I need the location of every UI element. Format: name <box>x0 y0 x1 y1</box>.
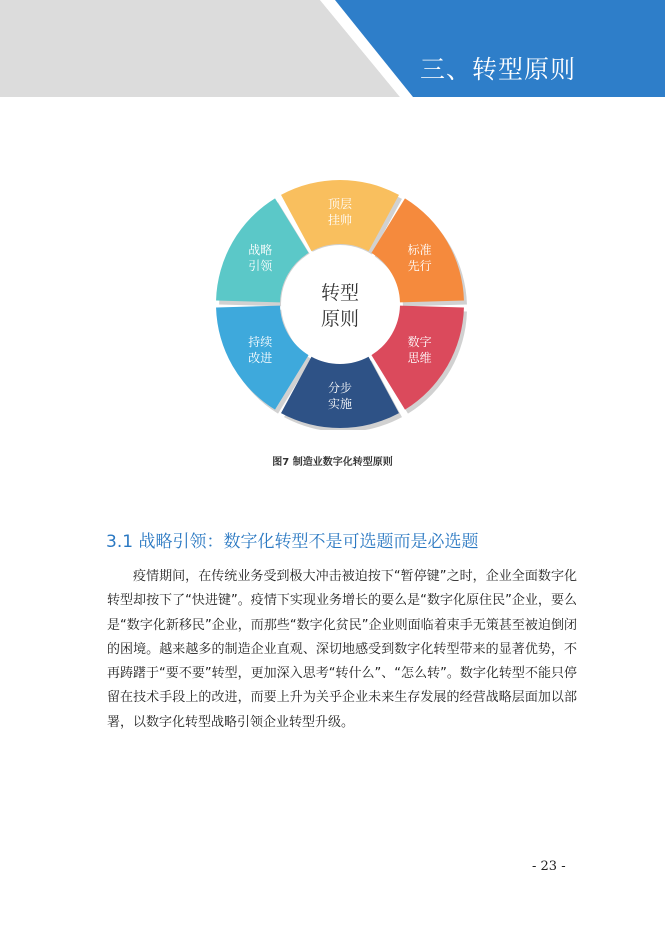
segment-label-line2: 实施 <box>327 397 352 411</box>
segment-label-line1: 标准 <box>407 243 432 257</box>
center-label-line1: 转型 <box>320 282 359 304</box>
page-header-band <box>0 0 665 100</box>
page-number: - 23 - <box>532 859 566 874</box>
segment-label-line2: 改进 <box>248 351 273 365</box>
center-label-line2: 原则 <box>320 308 359 330</box>
segment-label-line1: 战略 <box>248 243 273 257</box>
segment-label-line2: 引领 <box>248 259 273 273</box>
segment-label-line2: 思维 <box>407 351 432 365</box>
segment-label-分步 <box>310 380 370 412</box>
section-title: 三、转型原则 <box>420 55 577 84</box>
transformation-principles-diagram <box>200 170 480 430</box>
segment-label-顶层 <box>310 196 370 228</box>
segment-label-标准 <box>390 242 450 274</box>
segment-label-line1: 持续 <box>248 335 273 349</box>
segment-label-战略 <box>230 242 290 274</box>
segment-label-line1: 数字 <box>407 335 432 349</box>
segment-label-持续 <box>230 334 290 366</box>
body-paragraph: 疫情期间，在传统业务受到极大冲击被迫按下“暂停键”之时，企业全面数字化转型却按下了“快进键”。疫情下实现业务增长的要么是“数字化原住民”企业，要么是“数字化新移民”企业，而那些“数字化贫民”企业则面临着束手无策甚至被迫倒闭的困境。越来越多的制造企业直观、深切地感受到数字化转型带来的显著优势，不再踌躇于“要不要”转型，更加深入思考“转什么”、“怎么转”。数字化转型不能只停留在技术手段上的改进，而要上升为关乎企业未来生存发展的经营战略层面加以部署，以数字化转型战略引领企业转型升级。 <box>107 569 577 730</box>
figure-caption: 图7 制造业数字化转型原则 <box>272 457 393 468</box>
subsection-heading: 3.1 战略引领：数字化转型不是可选题而是必选题 <box>106 532 479 552</box>
segment-label-line2: 先行 <box>407 259 432 273</box>
segment-label-line1: 顶层 <box>327 197 352 211</box>
segment-label-line2: 挂帅 <box>327 213 352 227</box>
segment-label-数字 <box>390 334 450 366</box>
segment-label-line1: 分步 <box>327 381 352 395</box>
